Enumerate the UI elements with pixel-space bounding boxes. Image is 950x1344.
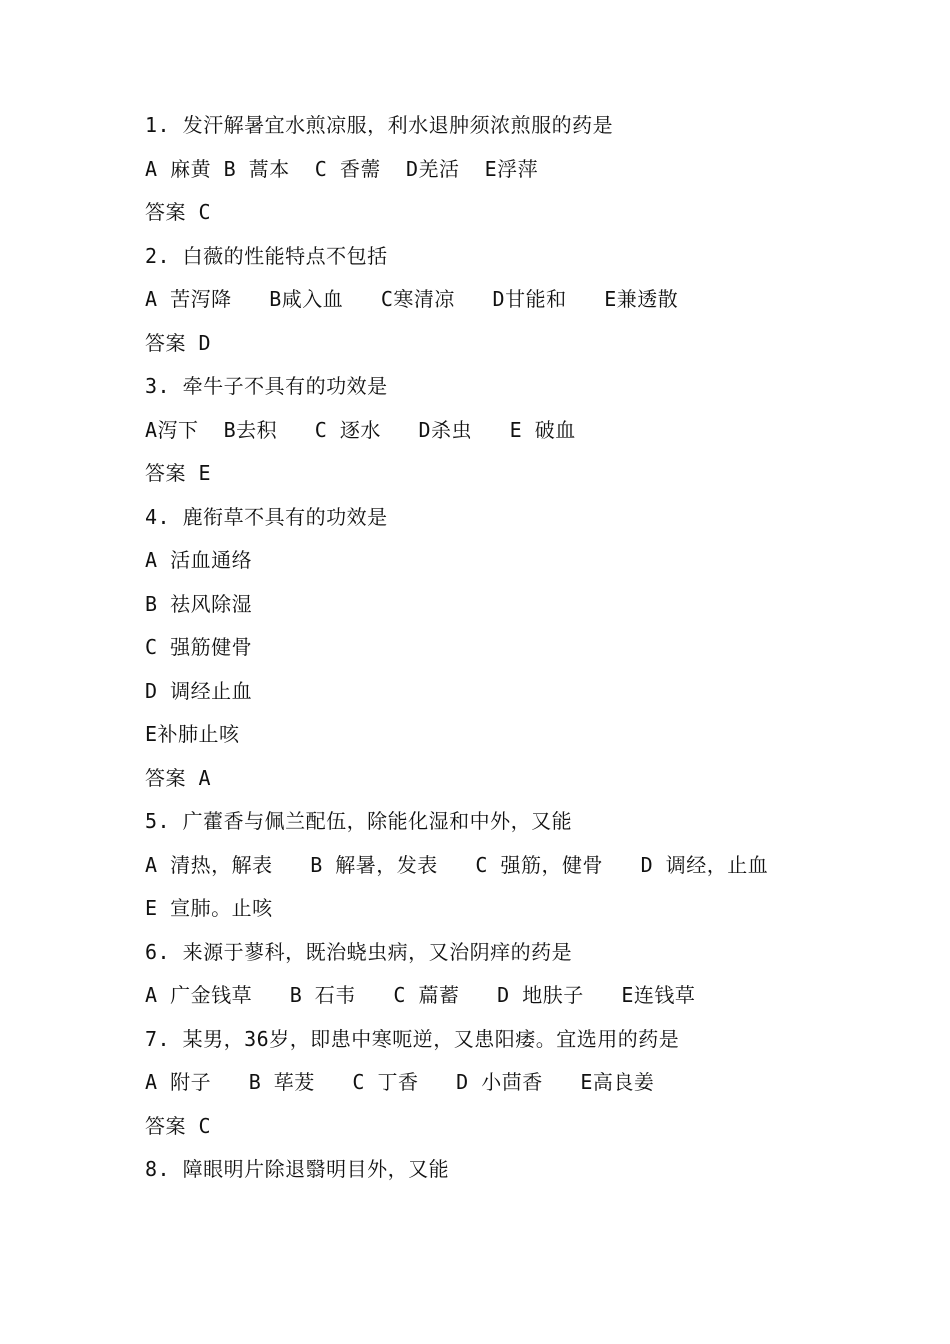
- question-5-option-e: E 宣肺。止咳: [145, 896, 273, 920]
- question-3-answer: 答案 E: [145, 461, 212, 485]
- question-5-options: A 清热，解表 B 解暑，发表 C 强筋，健骨 D 调经，止血: [145, 852, 769, 877]
- question-4-option-c: C 强筋健骨: [145, 635, 253, 659]
- question-1-answer: 答案 C: [145, 200, 212, 224]
- question-4-option-a: A 活血通络: [145, 548, 253, 572]
- question-3-stem: 3. 牵牛子不具有的功效是: [145, 374, 388, 398]
- question-7-options: A 附子 B 荜茇 C 丁香 D 小茴香 E高良姜: [145, 1070, 655, 1094]
- question-3-options: A泻下 B去积 C 逐水 D杀虫 E 破血: [145, 417, 576, 442]
- question-6-options: A 广金钱草 B 石韦 C 萹蓄 D 地肤子 E连钱草: [145, 983, 696, 1007]
- question-2-answer: 答案 D: [145, 330, 212, 355]
- question-4-option-d: D 调经止血: [145, 678, 253, 703]
- question-2-stem: 2. 白薇的性能特点不包括: [145, 243, 388, 268]
- question-4-option-e: E补肺止咳: [145, 722, 240, 746]
- question-4-stem: 4. 鹿衔草不具有的功效是: [145, 504, 388, 529]
- question-4-option-b: B 祛风除湿: [145, 591, 253, 616]
- question-list: [145, 104, 845, 1192]
- question-5-stem: 5. 广藿香与佩兰配伍，除能化湿和中外，又能: [145, 809, 573, 833]
- question-1-stem: 1. 发汗解暑宜水煎凉服，利水退肿须浓煎服的药是: [145, 113, 614, 137]
- question-4-answer: 答案 A: [145, 765, 212, 790]
- question-1-options: A 麻黄 B 蒿本 C 香薷 D羌活 E浮萍: [145, 156, 539, 181]
- question-7-answer: 答案 C: [145, 1113, 212, 1138]
- question-8-stem: 8. 障眼明片除退翳明目外，又能: [145, 1157, 450, 1181]
- question-6-stem: 6. 来源于蓼科，既治蛲虫病，又治阴痒的药是: [145, 939, 573, 964]
- question-7-stem: 7. 某男，36岁，即患中寒呃逆，又患阳痿。宜选用的药是: [145, 1026, 680, 1051]
- question-2-options: A 苦泻降 B咸入血 C寒清凉 D甘能和 E兼透散: [145, 287, 679, 311]
